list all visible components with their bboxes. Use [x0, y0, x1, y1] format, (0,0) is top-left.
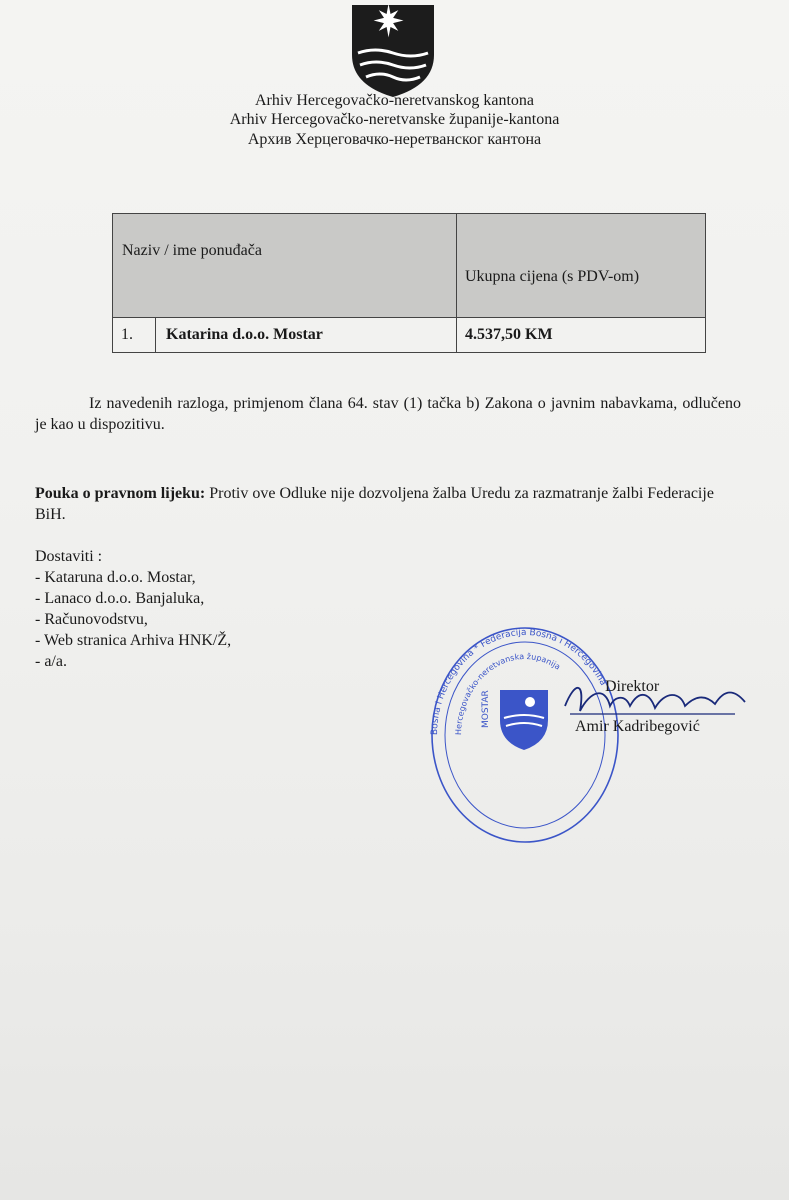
list-item: - a/a.	[35, 653, 67, 670]
delivery-list	[35, 546, 231, 672]
list-item: - Lanaco d.o.o. Banjaluka,	[35, 590, 205, 607]
column-header-name: Naziv / ime ponuđača	[113, 214, 457, 318]
legal-remedy-text: Protiv ove Odluke nije dozvoljena žalba Uredu za razmatranje žalbi Federacije BiH.	[35, 485, 714, 523]
legal-remedy-label: Pouka o pravnom lijeku:	[35, 485, 206, 502]
director-title: Direktor	[605, 678, 660, 695]
offers-table	[112, 213, 706, 353]
header-line-3: Архив Херцеговачко-неретванског кантона	[247, 131, 542, 148]
stamp-inner-text: Hercegovačko-neretvanska županija	[453, 651, 563, 736]
column-header-price: Ukupna cijena (s PDV-om)	[457, 214, 706, 318]
coat-of-arms-logo	[350, 3, 436, 99]
header-line-1: Arhiv Hercegovačko-neretvanskog kantona	[255, 92, 534, 109]
delivery-title: Dostaviti :	[35, 548, 103, 565]
director-name: Amir Kadribegović	[575, 718, 700, 735]
stamp-center-text: MOSTAR	[481, 690, 491, 728]
bidder-name: Katarina d.o.o. Mostar	[156, 318, 457, 353]
stamp-outer-text: Bosna i Hercegovina * Federacija Bosna i Hercegovina	[430, 627, 608, 736]
bid-price: 4.537,50 KM	[457, 318, 706, 353]
list-item: - Računovodstvu,	[35, 611, 148, 628]
legal-remedy-note	[35, 483, 747, 525]
list-item: - Web stranica Arhiva HNK/Ž,	[35, 632, 232, 649]
decision-paragraph: Iz navedenih razloga, primjenom člana 64. stav (1) tačka b) Zakona o javnim nabavkama, odlučeno je kao u dispozitivu.	[35, 395, 741, 433]
table-row	[113, 318, 706, 353]
row-number: 1.	[113, 318, 156, 353]
list-item: - Kataruna d.o.o. Mostar,	[35, 569, 196, 586]
header-line-2: Arhiv Hercegovačko-neretvanske županije-kantona	[229, 111, 560, 128]
